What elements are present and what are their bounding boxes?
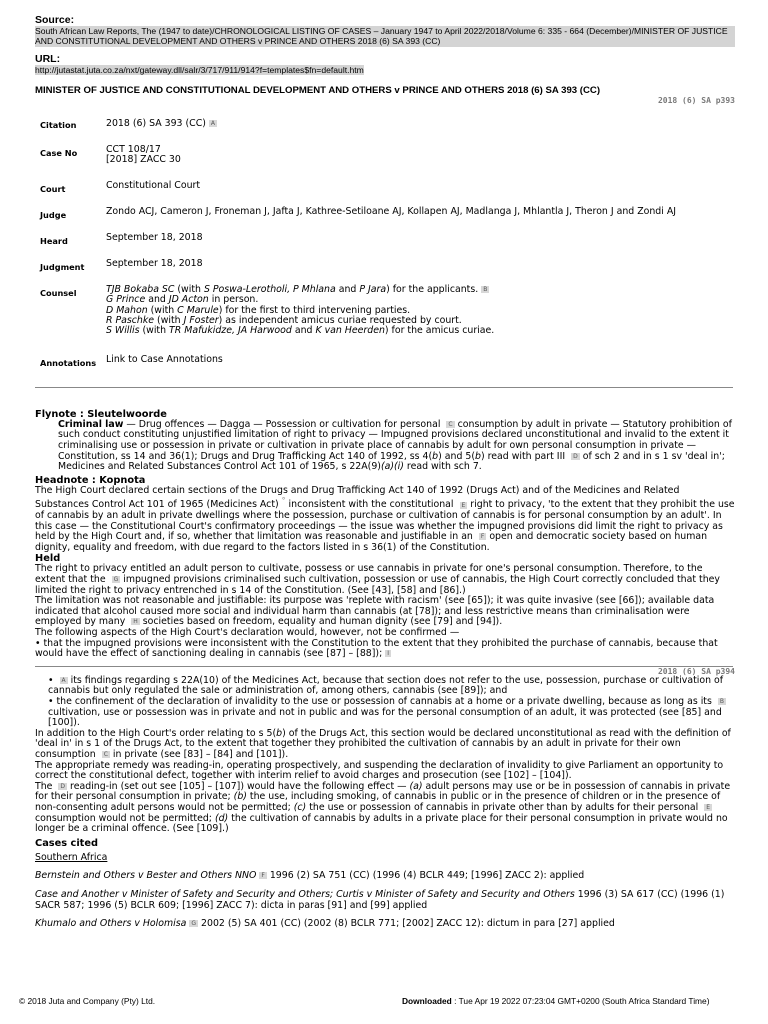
held-heading: Held [35, 553, 61, 565]
case-citation: Khumalo and Others v Holomisa G 2002 (5) SA 401 (CC) (2002 (8) BCLR 771; [2002] ZACC 12): dictum in para [27] applied [35, 918, 615, 930]
margin-marker: I [387, 650, 390, 658]
judgment-value: September 18, 2018 [106, 257, 203, 269]
held-paragraph: The appropriate remedy was reading-in, operating prospectively, and suspending the declaration of invalidity to give Parliament an opportunity to correct the constitutional defect, together with interim relief to avoid charges and prosecution (see [102] – [104]). [35, 759, 724, 782]
page-reference: 2018 (6) SA p394 [657, 666, 735, 676]
margin-marker: E [706, 803, 711, 811]
margin-marker: B [483, 285, 488, 293]
held-paragraph: In addition to the High Court's order relating to s 5(b) of the Drugs Act, this section would be declared unconstitutional as read with the definition of 'deal in' in s 1 of the Drugs Act, to the extent that together they prohibited the cultivation of cannabis by an adult in private for their own consumption C in private (see [83] – [84] and [101]). [35, 727, 731, 760]
headnote-paragraph: The High Court declared certain sections of the Drugs and Drug Trafficking Act 140 of 1992 (Drugs Act) and of the Medicines and Related Substances Control Act 101 of 1965 (Medicines Act) ° inconsistent with the constitutional E right to privacy, 'to the extent that they prohibit the use of cannabis by an adult in private dwellings where the possession, purchase or cultivation of cannabis is for personal consumption by an adult'. In this case — the Constitutional Court's confirmatory proceedings — the issue was whether the impugned provisions did limit the right to privacy as held by the High Court and, if so, whether that limitation was reasonable and justifiable in an F open and democratic society based on human dignity, equality and freedom, with due regard to the factors listed in s 36(1) of the Constitution. [35, 484, 735, 553]
court-label: Court [40, 183, 66, 194]
margin-marker: G [191, 920, 197, 928]
counsel-list [106, 285, 494, 355]
case-citation: Bernstein and Others v Bester and Others NNO F 1996 (2) SA 751 (CC) (1996 (4) BCLR 449; [1996] ZACC 2): applied [35, 870, 585, 882]
margin-marker: F [480, 533, 485, 541]
flynote-heading: Flynote : Sleutelwoorde [35, 408, 167, 420]
case-citation: Case and Another v Minister of Safety and Security and Others; Curtis v Minister of Safety and Security and Others 1996 (3) SA 617 (CC) (1996 (1) SACR 587; 1996 (5) BCLR 609; [1996] ZACC 7): dicta in paras [91] and [99] applied [35, 888, 725, 911]
region-heading: Southern Africa [35, 851, 108, 863]
cases-cited-heading: Cases cited [35, 837, 99, 849]
case-title: MINISTER OF JUSTICE AND CONSTITUTIONAL DEVELOPMENT AND OTHERS v PRINCE AND OTHERS 2018 (6) SA 393 (CC) [35, 84, 601, 96]
headnote-heading: Headnote : Kopnota [35, 474, 146, 486]
source-path: South African Law Reports, The (1947 to date)/CHRONOLOGICAL LISTING OF CASES – January 1947 to April 2022/2018/Volume 6: 335 - 664 (December)/MINISTER OF JUSTICE AND CONSTITUTIONAL DEVELOPMENT AND OTHERS v PRINCE AND OTHERS 2018 (6) SA 393 (CC) [35, 26, 735, 47]
citation-label: Citation [40, 119, 77, 130]
page-reference: 2018 (6) SA p393 [657, 95, 735, 105]
counsel-entry: G Prince and JD Acton in person. [106, 294, 259, 306]
judge-row [35, 207, 735, 233]
counsel-entry: D Mahon (with C Marule) for the first to third intervening parties. [106, 304, 411, 316]
margin-marker: C [448, 420, 453, 428]
margin-marker: H [133, 618, 138, 626]
margin-marker: A [210, 119, 216, 127]
margin-marker: B [719, 698, 724, 705]
court-value: Constitutional Court [106, 179, 201, 191]
flynote-text: Criminal law — Drug offences — Dagga — Possession or cultivation for personal C consumption by adult in private — Statutory prohibition of such conduct constituting unjustified limitation of right to privacy — Impugned provisions declared unconstitutional and invalid to the extent it criminalising use or possession in private or cultivation in private place of cannabis by adult for own personal consumption in private — Constitution, ss 14 and 36(1); Drugs and Drug Trafficking Act 140 of 1992, ss 4(b) and 5(b) read with part III D of sch 2 and in s 1 sv 'deal in'; Medicines and Related Substances Control Act 101 of 1965, s 22A(9)(a)(i) read with sch 7. [58, 418, 732, 473]
court-row [35, 181, 735, 207]
heard-value: September 18, 2018 [106, 231, 203, 243]
case-annotations-link[interactable]: Link to Case Annotations [106, 353, 223, 365]
margin-marker: D [573, 452, 578, 460]
margin-marker: F [261, 872, 265, 880]
document-page [35, 14, 735, 930]
footer-copyright: © 2018 Juta and Company (Pty) Ltd. [19, 996, 156, 1006]
judgment-label: Judgment [40, 261, 85, 272]
heard-row [35, 233, 735, 259]
held-paragraph: The right to privacy entitled an adult person to cultivate, possess or use cannabis in private for one's personal consumption. Therefore, to the extent that the G impugned provisions criminalised such cultivation, possession or use of cannabis, the High Court correctly concluded that they limited the right to privacy entrenched in s 14 of the Constitution. (See [43], [58] and [86].) [35, 563, 720, 596]
source-label: Source: [35, 14, 75, 26]
margin-marker: C [103, 750, 108, 758]
margin-marker: E [461, 501, 466, 509]
counsel-entry: R Paschke (with J Foster) as independent amicus curiae requested by court. [106, 315, 462, 327]
case-metadata [35, 119, 735, 381]
counsel-label: Counsel [40, 287, 77, 298]
section-divider [35, 387, 733, 388]
heard-label: Heard [40, 235, 68, 246]
url-label: URL: [35, 52, 61, 65]
caseno-label: Case No [40, 147, 78, 158]
url-link[interactable]: http://jutastat.juta.co.za/nxt/gateway.dll/salr/3/717/911/914?f=templates$fn=default.htm [35, 64, 364, 75]
counsel-entry: TJB Bokaba SC (with S Poswa-Lerotholi, P Mhlana and P Jara) for the applicants. B [106, 283, 488, 295]
citation-row [35, 119, 735, 145]
counsel-entry: S Willis (with TR Mafukidze, JA Harwood and K van Heerden) for the amicus curiae. [106, 325, 495, 337]
judgment-row [35, 259, 735, 285]
margin-marker: G [113, 576, 119, 584]
held-paragraph: The limitation was not reasonable and justifiable: its purpose was 'replete with racism' (see [65]); it was quite invasive (see [66]); available data indicated that alcohol caused more social and individual harm than cannabis (at [78]); and less restrictive means than criminalisation were employed by many H societies based on freedom, equality and human dignity (see [79] and [94]). [35, 595, 715, 628]
caseno-value: CCT 108/17 [106, 143, 161, 155]
caseno-row [35, 145, 735, 181]
annotations-row [35, 355, 735, 381]
citation-value: 2018 (6) SA 393 (CC) [106, 117, 206, 129]
held-paragraph: The D reading-in (set out see [105] – [107]) would have the following effect — (a) adult persons may use or be in possession of cannabis in private for their personal consumption in private; (b) the use, including smoking, of cannabis in public or in the presence of children or in the presence of non-consenting adult persons would not be permitted; (c) the use or possession of cannabis in private other than by adults for their personal Econsumption would not be permitted; (d) the cultivation of cannabis by adults in a private place for their personal consumption in private would no longer be a criminal offence. (See [109].) [35, 780, 731, 835]
annotations-label: Annotations [40, 357, 97, 368]
held-bullet: • the confinement of the declaration of invalidity to the use or possession of cannabis at a home or a private dwelling, because as long as its Bcultivation, use or possession was in private and not in public and was for the personal consumption of an adult, it was protected (see [85] and [100]). [48, 696, 724, 729]
judge-label: Judge [40, 209, 67, 220]
margin-marker: A [61, 676, 66, 684]
zacc-value: [2018] ZACC 30 [106, 154, 181, 166]
held-bullet: • that the impugned provisions were inconsistent with the Constitution to the extent that they prohibited the purchase of cannabis, because that would have the effect of sanctioning dealing in cannabis (see [87] – [88]); I [35, 637, 718, 660]
counsel-row [35, 285, 735, 355]
margin-marker: D [60, 782, 66, 790]
held-bullet: • A its findings regarding s 22A(10) of the Medicines Act, because that section does not refer to the use, possession, purchase or cultivation of cannabis but only regulated the sale or administration of, among others, cannabis (see [89]); and [48, 674, 724, 697]
footer-downloaded: Downloaded : Tue Apr 19 2022 07:23:04 GMT+0200 (South Africa Standard Time) [402, 996, 710, 1006]
judge-value: Zondo ACJ, Cameron J, Froneman J, Jafta J, Kathree-Setiloane AJ, Kollapen AJ, Madlanga J, Mhlantla J, Theron J and Zondi AJ [106, 205, 677, 217]
held-paragraph: The following aspects of the High Court's declaration would, however, not be confirmed — [35, 627, 460, 639]
